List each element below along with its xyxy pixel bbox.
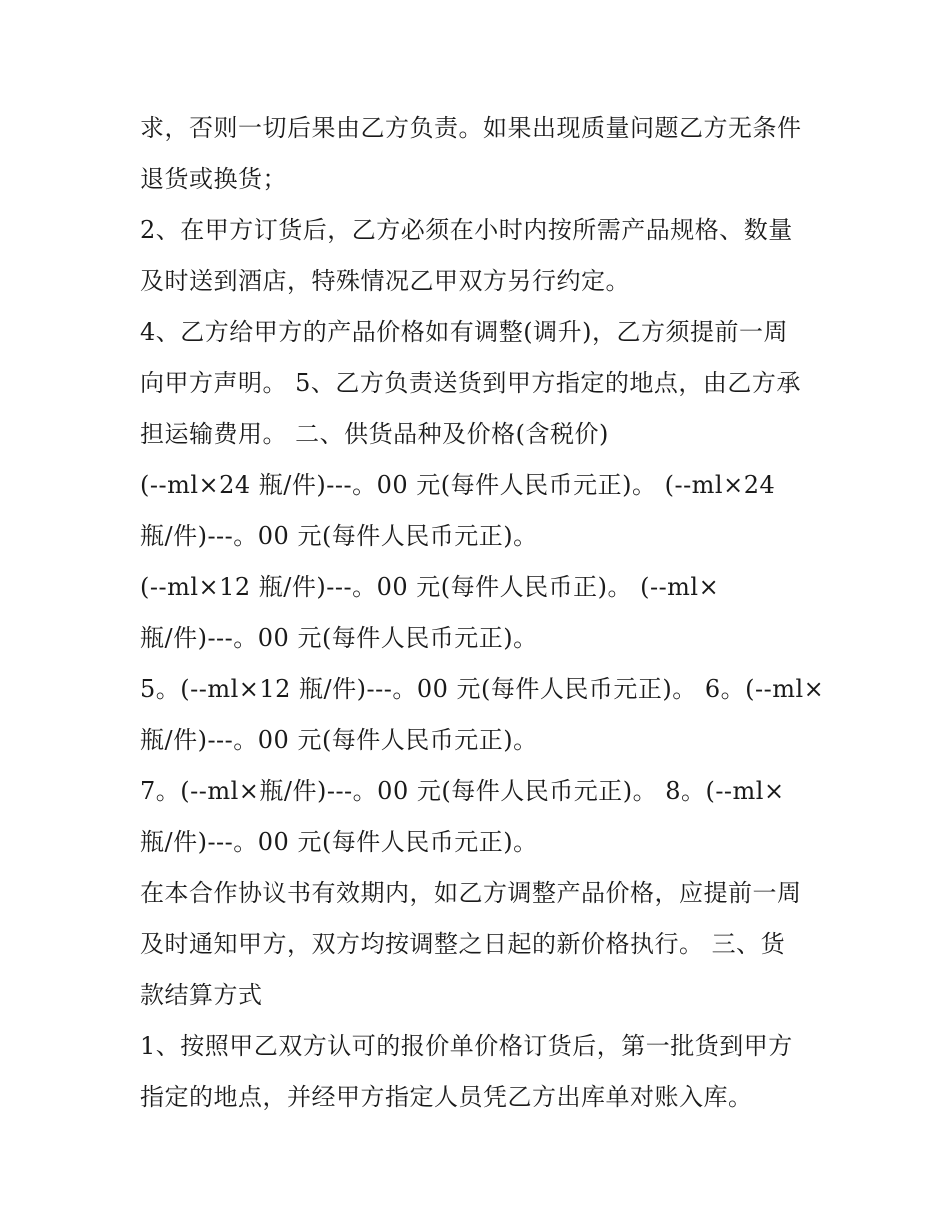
price-line: 瓶/件)---。00 元(每件人民币元正)。 xyxy=(140,522,538,550)
text-line: 求，否则一切后果由乙方负责。如果出现质量问题乙方无条件 xyxy=(140,114,802,142)
text-line: 及时送到酒店，特殊情况乙甲双方另行约定。 xyxy=(140,267,630,295)
price-line: 瓶/件)---。00 元(每件人民币元正)。 xyxy=(140,828,538,856)
text-line: 在本合作协议书有效期内，如乙方调整产品价格，应提前一周 xyxy=(140,879,802,907)
text-line: 2、在甲方订货后，乙方必须在小时内按所需产品规格、数量 xyxy=(140,216,793,244)
text-line: 4、乙方给甲方的产品价格如有调整(调升)，乙方须提前一周 xyxy=(140,318,788,346)
price-line: 瓶/件)---。00 元(每件人民币元正)。 xyxy=(140,624,538,652)
price-line: (--ml×12 瓶/件)---。00 元(每件人民币正)。 (--ml× xyxy=(140,573,720,601)
text-line: 及时通知甲方，双方均按调整之日起的新价格执行。 三、货 xyxy=(140,930,786,958)
price-line: 瓶/件)---。00 元(每件人民币元正)。 xyxy=(140,726,538,754)
price-line: 5。(--ml×12 瓶/件)---。00 元(每件人民币元正)。 6。(--ml× xyxy=(140,675,825,703)
section-heading-line: 担运输费用。 二、供货品种及价格(含税价) xyxy=(140,420,609,448)
text-line: 向甲方声明。 5、乙方负责送货到甲方指定的地点，由乙方承 xyxy=(140,369,801,397)
text-line: 指定的地点，并经甲方指定人员凭乙方出库单对账入库。 xyxy=(140,1083,753,1111)
section-heading-line: 款结算方式 xyxy=(140,981,263,1009)
text-line: 1、按照甲乙双方认可的报价单价格订货后，第一批货到甲方 xyxy=(140,1032,793,1060)
text-line: 退货或换货； xyxy=(140,165,287,193)
document-body xyxy=(140,103,830,1123)
price-line: 7。(--ml×瓶/件)---。00 元(每件人民币元正)。 8。(--ml× xyxy=(140,777,785,805)
price-line: (--ml×24 瓶/件)---。00 元(每件人民币元正)。 (--ml×24 xyxy=(140,471,776,499)
